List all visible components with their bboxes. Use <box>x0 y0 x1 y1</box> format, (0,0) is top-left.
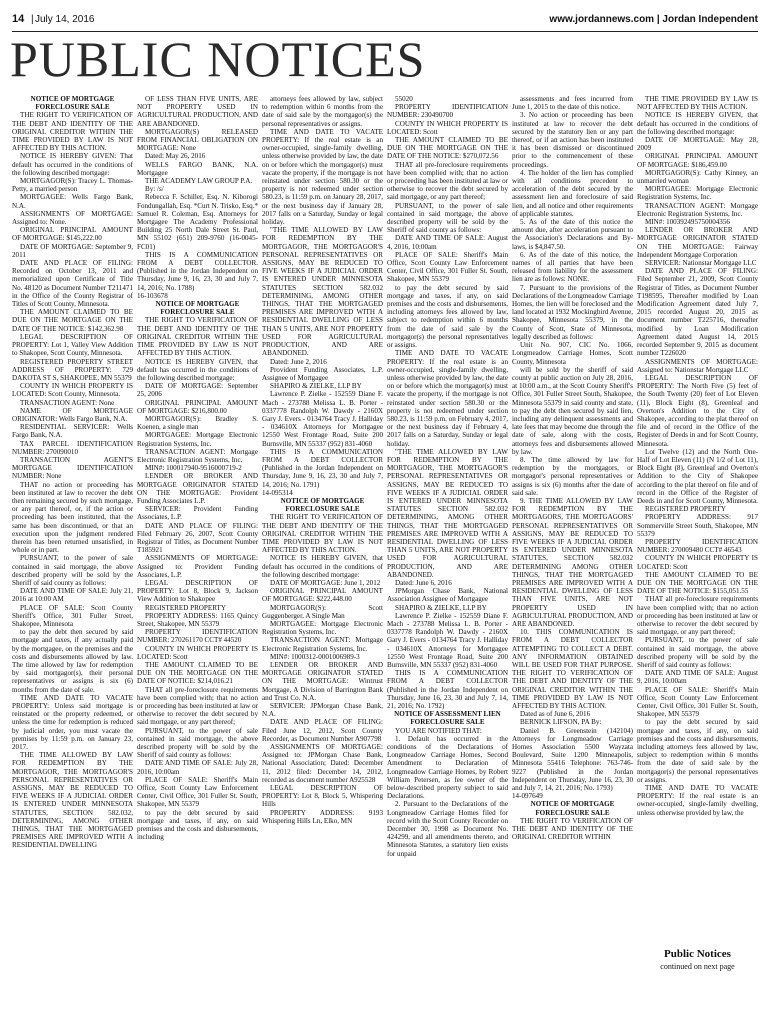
notice-paragraph: DATE OF MORTGAGE: September 9, 2011 <box>12 242 133 259</box>
notice-paragraph: LENDER OR BROKER AND MORTGAGE ORIGINATOR STATED ON THE MORTGAGE: Fairway Independent Mortgage Corporation <box>637 226 758 259</box>
notice-paragraph: DATE OF MORTGAGE: May 28, 2009 <box>637 136 758 153</box>
notice-paragraph: PROPERTY ADDRESS: 9193 Whispering Hills Ln, Elko, MN <box>262 808 383 825</box>
notice-paragraph: THE TIME ALLOWED BY LAW FOR REDEMPTION BY THE MORTGAGOR, THE MORTGAGOR'S PERSONAL REPRESENTATIVES OR ASSIGNS, MAY BE REDUCED TO FIVE WEEKS IF A JUDICIAL ORDER IS ENTERED UNDER MINNESOTA STATUTES, SECTION 582.032, DETERMINING, AMONG OTHER THINGS, THAT THE MORTGAGED PREMISES ARE IMPROVED WITH A RESIDENTIAL DWELLING <box>12 751 133 850</box>
notice-paragraph: REGISTERED PROPERTY STREET ADDRESS OF PROPERTY: 729 DAKOTA ST S, SHAKOPEE, MN 55379 <box>12 357 133 382</box>
notice-paragraph: OF LESS THAN FIVE UNITS, ARE NOT PROPERTY USED IN AGRICULTURAL PRODUCTION, AND ARE ABANDONED. <box>137 95 258 128</box>
notice-paragraph: LEGAL DESCRIPTION OF PROPERTY: Lot 8, Block 5, Whispering Hills <box>262 784 383 809</box>
notice-paragraph: Dated: June 2, 2016 <box>270 357 327 366</box>
notice-paragraph: TRANSACTION AGENT: Mortgage Electronic Registration Systems, Inc. <box>137 447 258 464</box>
notice-reference: 14-097649 <box>512 792 543 801</box>
notice-paragraph: DATE AND PLACE OF FILING: Filed June 12, 2012, Scott County Recorder, as Document Number A907798 <box>262 718 383 743</box>
column-6 <box>637 95 758 933</box>
notice-paragraph: 10. THIS COMMUNICATION IS FROM A DEBT COLLECTOR ATTEMPTING TO COLLECT A DEBT. ANY INFORMATION OBTAINED WILL BE USED FOR THAT PURPOSE. THE RIGHT TO VERIFICATION OF THE DEBT AND IDENTITY OF THE ORIGINAL CREDITOR WITHIN THE TIME PROVIDED BY LAW IS NOT AFFECTED BY THIS ACTION. <box>512 628 633 711</box>
notice-paragraph: TIME AND DATE TO VACATE PROPERTY: If the real estate is an owner-occupied, single-family dwelling, unless otherwise provided by law, the <box>637 784 758 817</box>
notice-paragraph: PURSUANT, to the power of sale contained in said mortgage, the above described property will be sold by the Sheriff of said county as follows: <box>137 726 258 760</box>
notice-columns <box>12 95 758 1007</box>
notice-paragraph: 1. Default has occurred in the conditions of the Declarations of Longmeadow Carriage Homes, Second Amendment to Declaration of Longmeadow Carriage Homes, by Robert William Petersen, as fee owner of the below-described property subject to said Declarations. <box>387 734 508 801</box>
notice-paragraph: NOTICE IS HEREBY GIVEN, that default has occurred in the conditions of the following described mortgage: <box>262 554 383 579</box>
notice-paragraph: TIME AND DATE TO VACATE PROPERTY: If the real estate is an owner-occupied, single-family dwelling, unless otherwise provided by law, the date on or before which the mortgagor(s) must vacate the property, if the mortgage is not reinstated under section 580.30 or the property is not redeemed under section 580.23, is 11:59 p.m. on February 4, 2017, or the next business day if February 4, 2017 falls on a Saturday, Sunday or legal holiday. <box>387 349 508 448</box>
notice-paragraph: PROPERTY IDENTIFICATION NUMBER: 270009480 CCT# 46543 <box>637 537 758 555</box>
notice-paragraph: REGISTERED PROPERTY <box>645 505 726 514</box>
notice-paragraph: MORTGAGEE: Mortgage Electronic Registration Systems, Inc. <box>137 431 258 448</box>
notice-paragraph: LENDER OR BROKER AND MORTGAGE ORIGINATOR STATED ON THE MORTGAGE: Provident Funding Associates L.P. <box>137 472 258 505</box>
notice-paragraph: THIS IS A COMMUNICATION FROM A DEBT COLLECTOR (Published in the Jordan Independent on Thursday, June 9, 16, 23, 30 and July 7, 14, 2016; No. 1791) <box>262 447 383 489</box>
column-3 <box>262 95 383 1007</box>
notice-paragraph: THE TIME PROVIDED BY LAW IS NOT AFFECTED BY THIS ACTION. <box>637 95 758 112</box>
notice-heading: NOTICE OF MORTGAGE FORECLOSURE SALE <box>280 496 365 514</box>
notice-paragraph: assessments and fees incurred from June 1, 2015 to the date of this notice. <box>512 95 633 112</box>
notice-paragraph: THE RIGHT TO VERIFICATION OF THE DEBT AND IDENTITY OF THE ORIGINAL CREDITOR WITHIN THE TIME PROVIDED BY LAW IS NOT AFFECTED BY THIS ACTION. <box>137 316 258 358</box>
notice-paragraph: TRANSACTION AGENT: Mortgage Electronic Registration Systems, Inc. <box>637 201 758 218</box>
notice-paragraph: DATE OF MORTGAGE: June 1, 2012 <box>270 578 381 587</box>
notice-paragraph: NOTICE IS HEREBY GIVEN, that default has occurred in the conditions of the following described mortgage: <box>637 111 758 136</box>
section-title: PUBLIC NOTICES <box>10 31 426 87</box>
notice-paragraph: THE AMOUNT CLAIMED TO BE DUE ON THE MORTGAGE ON THE DATE OF THE NOTICE: $155,051.55 <box>637 570 758 596</box>
notice-reference: 16-103678 <box>137 291 168 300</box>
notice-paragraph: 7. Pursuant to the provisions of the Declarations of the Longmeadow Carriage Homes, the lien will be foreclosed and the land located at 1932 Mockingbird Avenue, Shakopee, Minnesota 55379, in the County of Scott, State of Minnesota, legally described as follows: <box>512 283 633 341</box>
notice-paragraph: PLACE OF SALE: Sheriff's Main Office, Scott County Law Enforcement Center, Civil Office, 301 Fuller St. South, Shakopee, MN 55379 <box>387 250 508 284</box>
notice-paragraph: SHAPIRO & ZIELKE, LLP BY <box>270 382 362 391</box>
notice-paragraph: By: /s/ <box>145 185 164 194</box>
notice-paragraph: COUNTY IN WHICH PROPERTY IS LOCATED: Scott <box>637 554 758 571</box>
notice-paragraph: MIN#: 100392495750004356 <box>645 218 730 227</box>
notice-paragraph: SHAPIRO & ZIELKE, LLP BY <box>395 603 487 612</box>
notice-paragraph: ORIGINAL PRINCIPAL AMOUNT OF MORTGAGE: $145,222.00 <box>12 226 133 243</box>
notice-paragraph: MIN#: 1000312-0001006989-3 <box>270 652 360 661</box>
notice-paragraph: WELLS FARGO BANK, N.A. Mortgagee <box>137 160 258 177</box>
notice-paragraph: 8. The time allowed by law for redemption by the mortgagors, or mortgagor's personal representatives or assigns is six (6) months after the date of said sale. <box>512 455 633 497</box>
notice-paragraph: PURSUANT, to the power of sale contained in said mortgage, the above described property will be sold by the Sheriff of said county as follows: <box>637 636 758 670</box>
notice-paragraph: JPMorgan Chase Bank, National Association Assignee of Mortgagee <box>387 587 508 604</box>
notice-paragraph: RESIDENTIAL SERVICER: Wells Fargo Bank, N.A. <box>12 423 133 440</box>
notice-paragraph: to pay the debt secured by said mortgage and taxes, if any, on said premises and the costs and disbursements, including attorneys fees allowed by law, subject to redemption within 6 months from the date of said sale by the mortgagor(s) the personal representatives or assigns. <box>637 718 758 784</box>
header-separator: | <box>31 14 34 25</box>
notice-paragraph: ASSIGNMENTS OF MORTGAGE: Assigned to: None. <box>12 209 133 227</box>
notice-paragraph: Dated: May 26, 2016 <box>145 152 206 161</box>
footer-heading: Public Notices <box>664 948 731 960</box>
notice-paragraph: "THE TIME ALLOWED BY LAW FOR REDEMPTION BY THE MORTGAGOR, THE MORTGAGOR'S PERSONAL REPRESENTATIVES OR ASSIGNS, MAY BE REDUCED TO FIVE WEEKS IF A JUDICIAL ORDER IS ENTERED UNDER MINNESOTA STATUTES SECTION 582.032 DETERMINING, AMONG OTHER THINGS, THAT THE MORTGAGED PREMISES ARE IMPROVED WITH A RESIDENTIAL DWELLING OF LESS THAN 5 UNITS, ARE NOT PROPERTY USED FOR AGRICULTURAL PRODUCTION, AND ARE ABANDONED. <box>262 226 383 358</box>
notice-paragraph: 3. No action or proceeding has been instituted at law to recover the debt secured by the statutory lien or any part thereof, or if an action has been instituted it has been dismissed or discontinued prior to the commencement of these proceedings. <box>512 111 633 169</box>
notice-paragraph: 5. As of the date of this notice the amount due, after acceleration pursuant to the Association's Declarations and By-laws, is $4,847.50. <box>512 218 633 251</box>
notice-paragraph: YOU ARE NOTIFIED THAT: <box>395 726 482 735</box>
notice-paragraph: THE AMOUNT CLAIMED TO BE DUE ON THE MORTGAGE ON THE DATE OF NOTICE: $214,016.21 <box>137 661 258 686</box>
notice-paragraph: THIS IS A COMMUNICATION FROM A DEBT COLLECTOR (Published in the Jordan Independent on Thursday, June 16, 23, 30 and July 7, 14, 21, 2016; No. 1792) <box>387 669 508 711</box>
notice-paragraph: Daniel B. Greenstein (142104) Attorneys for Longmeadow Carriage Homes Association 5500 Wayzata Boulevard, Suite 1200 Minneapolis, Minnesota 55416 Telephone: 763-746-9227 (Published in the Jordan Independent on Thursday, June 16, 23, 30 and July 7, 14, 21, 2016; No. 1793) <box>512 726 633 793</box>
notice-paragraph: PROPERTY ADDRESS: 917 Sommerville Street South, Shakopee, MN 55379 <box>637 513 758 538</box>
notice-paragraph: Lot Twelve (12) and the North One-Half of Lot Eleven (11) (N 1/2 of Lot 11), Block Eight (8), Greenleaf and Overton's Addition to the City of Shakopee according to the plat thereof on file and of record in the Office of the Register of Deeds in and for Scott County, Minnesota. <box>637 447 758 505</box>
footer-subtext: continued on next page <box>660 962 735 971</box>
notice-paragraph: attorneys fees allowed by law, subject to redemption within 6 months from the date of said sale by the mortgagor(s) the personal representatives or assigns. <box>262 95 383 128</box>
notice-paragraph: COUNTY IN WHICH PROPERTY IS LOCATED: Scott <box>387 119 508 136</box>
notice-paragraph: DATE AND PLACE OF FILING: Filed September 21, 2009, Scott County Registrar of Titles, as Document Number T198595, Thereafter modified by Loan Modification Agreement dated July 7, 2015 recorded August 20, 2015 as document number T225716, thereafter modified by Loan Modification Agreement dated August 14, 2015 recorded September 9, 2015 as document number T226020 <box>637 267 758 358</box>
notice-paragraph: THAT all pre-foreclosure requirements have been complied with; that no action or proceeding has been instituted at law or otherwise to recover the debt secured by said mortgage, or any part thereof; <box>387 160 508 202</box>
notice-paragraph: will be sold by the sheriff of said county at public auction on July 28, 2016, at 10:00 a.m., at the Scott County Sheriff's Office, 301 Fuller Street South, Shakopee, Minnesota 55379 in said county and state, to pay the debt then secured by said lien, including any delinquent assessments and late fees that may become due through the date of sale, along with the costs, attorneys fees and disbursements allowed by law. <box>512 365 633 456</box>
notice-paragraph: PROPERTY ADDRESS: 1165 Quincy Street, Shakopee, MN 55379 <box>137 611 258 628</box>
notice-paragraph: MORTGAGEE: Wells Fargo Bank, N.A. <box>12 193 133 210</box>
notice-paragraph: 9. THE TIME ALLOWED BY LAW FOR REDEMPTION BY THE MORTGAGORS, THE MORTGAGORS' PERSONAL REPRESENTATIVES OR ASSIGNS, MAY BE REDUCED TO FIVE WEEKS IF A JUDICIAL ORDER IS ENTERED UNDER MINNESOTA STATUTES, SECTION 582.032 DETERMINING AMONG OTHER THINGS, THAT THE MORTGAGED PREMISES ARE IMPROVED WITH A RESIDENTIAL DWELLING OF LESS THAN FIVE UNITS, ARE NOT PROPERTY USED IN AGRICULTURAL PRODUCTION, AND ARE ABANDONED. <box>512 496 633 628</box>
notice-paragraph: SERVICER: Provident Funding Associates, L.P. <box>137 505 258 522</box>
notice-paragraph: NOTICE IS HEREBY GIVEN: That default has occurred in the conditions of the following described mortgage: <box>12 152 133 177</box>
notice-paragraph: MIN#: 100017940-9516000719-2 <box>145 464 242 473</box>
notice-paragraph: THE AMOUNT CLAIMED TO BE DUE ON THE MORTGAGE ON THE DATE OF THE NOTICE: $142,362.98 <box>12 308 133 333</box>
notice-paragraph: 2. Pursuant to the Declarations of the Longmeadow Carriage Homes filed for record with the Scott County Recorder on December 30, 1998 as Document No. 424299, and all amendments thereto, and Minnesota Statutes, a statutory lien exists for unpaid <box>387 800 508 858</box>
notice-paragraph: MORTGAGOR(S): Tracey L. Thomas-Petty, a married person <box>12 177 133 194</box>
notice-heading: NOTICE OF ASSESSMENT LIEN FORECLOSURE SALE <box>394 710 501 727</box>
notice-paragraph: to pay the debt then secured by said mortgage and taxes, if any actually paid by the mortgagee, on the premises and the costs and disbursements allowed by law. The time allowed by law for redemption by said mortgagor(s), their personal representatives or assigns is six (6) months from the date of sale. <box>12 628 133 694</box>
notice-paragraph: MORTGAGOR(S): Cathy Kinney, an unmarried woman <box>637 168 758 186</box>
notice-paragraph: THE ACADEMY LAW GROUP P.A. <box>145 177 253 186</box>
notice-paragraph: 6. As of the date of this notice, the names of all parties that have been released from liability for the assessment lien are as follows: NONE. <box>512 250 633 284</box>
issue-date: July 14, 2016 <box>35 14 95 25</box>
notice-paragraph: THE RIGHT TO VERIFICATION OF THE DEBT AND IDENTITY OF THE ORIGINAL CREDITOR WITHIN <box>512 816 633 842</box>
column-1 <box>12 95 133 1007</box>
notice-paragraph: TAX PARCEL IDENTIFICATION NUMBER: 270090010 <box>12 439 133 456</box>
notice-paragraph: SERVICER: JPMorgan Chase Bank, N.A. <box>262 702 383 719</box>
notice-paragraph: BERNICK LIFSON, PA By: <box>520 718 602 727</box>
notice-paragraph: THIS IS A COMMUNICATION FROM A DEBT COLLECTOR. (Published in the Jordan Independent on Thursday, June 9, 16, 23, 30 and July 7, 14, 2016; No. 1788) <box>137 250 258 292</box>
notice-paragraph: DATE AND TIME OF SALE: July 21, 2016 at 10:00 AM <box>12 587 133 604</box>
notice-paragraph: 4. The holder of the lien has complied with all conditions precedent to acceleration of the debt secured by the assessment lien and foreclosure of said lien, and all notice and other requirements of applicable statutes. <box>512 168 633 218</box>
notice-paragraph: Dated as of June 6, 2016 <box>520 710 591 719</box>
notice-paragraph: NAME OF MORTGAGE ORIGINATOR: Wells Fargo Bank, N.A. <box>12 406 133 423</box>
notice-paragraph: THE RIGHT TO VERIFICATION OF THE DEBT AND IDENTITY OF THE ORIGINAL CREDITOR WITHIN THE TIME PROVIDED BY LAW IS NOT AFFECTED BY THIS ACTION. <box>262 513 383 555</box>
notice-paragraph: TIME AND DATE TO VACATE PROPERTY: If the real estate is an owner-occupied, single-family dwelling, unless otherwise provided by law, the date on or before which the mortgagor(s) must vacate the property, if the mortgage is not reinstated under section 580.30 or the property is not redeemed under section 580.23, is 11:59 p.m. on January 28, 2017, or the next business day if January 28, 2017 falls on a Saturday, Sunday or legal holiday. <box>262 127 383 227</box>
notice-paragraph: TRANSACTION AGENT'S MORTGAGE IDENTIFICATION NUMBER: None <box>12 455 133 481</box>
notice-paragraph: PROPERTY IDENTIFICATION NUMBER: 270261170 CCT# 44520 <box>137 628 258 645</box>
notice-paragraph: PURSUANT, to the power of sale contained in said mortgage, the above described property will be sold by the Sheriff of said county as follows: <box>12 554 133 587</box>
notice-paragraph: TRANSACTION AGENT: None <box>20 398 115 407</box>
notice-paragraph: SERVICER: Nationstar Mortgage LLC <box>645 259 757 268</box>
notice-paragraph: LENDER OR BROKER AND MORTGAGE ORIGINATOR STATED ON THE MORTGAGE: Wintrust Mortgage, A Division of Barrington Bank and Trust Co. N.A. <box>262 661 383 702</box>
notice-paragraph: LEGAL DESCRIPTION OF PROPERTY: The North Five (5) feet of the South Twenty (20) feet of Lot Eleven (11), Block Eight (8), Greenleaf and Overton's Addition to the City of Shakopee, according to the plat thereof on file and of record in the Office of the Register of Deeds in and for Scott County, Minnesota. <box>637 373 758 448</box>
notice-paragraph: LEGAL DESCRIPTION OF PROPERTY: Lot 1, Valley View Addition to Shakopee, Scott County, Minnesota. <box>12 332 133 358</box>
notice-paragraph: REGISTERED PROPERTY <box>145 603 226 612</box>
notice-paragraph: THE AMOUNT CLAIMED TO BE DUE ON THE MORTGAGE ON THE DATE OF THE NOTICE: $270,072.56 <box>387 136 508 161</box>
notice-paragraph: Provident Funding Associates, L.P. Assignee of Mortgagee <box>262 365 383 382</box>
notice-paragraph: LEGAL DESCRIPTION OF PROPERTY: Lot 8, Block 9, Jackson View Addition to Shakopee <box>137 578 258 604</box>
notice-paragraph: ASSIGNMENTS OF MORTGAGE: Assigned to: JPMorgan Chase Bank, National Association; Dated: December 11, 2012 filed: December 14, 2012, recorded as document number A925528 <box>262 743 383 784</box>
notice-paragraph: PROPERTY IDENTIFICATION NUMBER: 230490700 <box>387 103 508 120</box>
notice-paragraph: PLACE OF SALE: Sheriff's Main Office, Scott County Law Enforcement Center, Civil Office, 301 Fuller St. South, Shakopee, MN 55379 <box>137 775 258 809</box>
notice-paragraph: to pay the debt secured by said mortgage and taxes, if any, on said premises and the costs and disbursements, including attorneys fees allowed by law, subject to redemption within 6 months from the date of said sale by the mortgagor(s) the personal representatives or assigns. <box>387 283 508 350</box>
notice-paragraph: DATE AND TIME OF SALE: August 9, 2016, 10:00am <box>637 669 758 686</box>
notice-paragraph: NOTICE IS HEREBY GIVEN, that default has occurred in the conditions of the following described mortgage: <box>137 357 258 382</box>
notice-paragraph: TIME AND DATE TO VACATE PROPERTY: Unless said mortgage is reinstated or the property redeemed, or unless the time for redemption is reduced by judicial order, you must vacate the premises by 11:59 p.m. on January 23, 2017. <box>12 693 133 752</box>
notice-paragraph: ORIGINAL PRINCIPAL AMOUNT OF MORTGAGE: $216,800.00 <box>137 398 258 415</box>
notice-paragraph: Dated: June 6, 2016 <box>395 578 452 587</box>
notice-paragraph: ORIGINAL PRINCIPAL AMOUNT OF MORTGAGE: $222,448.00 <box>262 587 383 604</box>
notice-paragraph: COUNTY IN WHICH PROPERTY IS LOCATED: Scott <box>137 644 258 661</box>
notice-paragraph: 55020 <box>395 95 413 103</box>
continued-box <box>637 934 758 1004</box>
notice-paragraph: THAT no action or proceeding has been instituted at law to recover the debt then remaining secured by such mortgage, or any part thereof, or, if the action or proceeding has been instituted, that the same has been discontinued, or that an execution upon the judgment rendered therein has been returned unsatisfied, in whole or in part. <box>12 480 133 555</box>
notice-paragraph: Lawrence P. Zielke - 152559 Diane F. Mach - 273788 Melissa L. B. Porter - 0337778 Randolph W. Dawdy - 2160X Gary J. Evers - 0134764 Tracy J. Halliday - 034610X Attorneys for Mortgagee 12550 West Frontage Road, Suite 200 Burnsville, MN 55337 (952) 831-4060 <box>262 390 383 448</box>
notice-paragraph: Unit No. 907, CIC No. 1066, Longmeadow Carriage Homes, Scott County, Minnesota <box>512 341 633 366</box>
notice-heading: NOTICE OF MORTGAGE FORECLOSURE SALE <box>30 95 115 112</box>
notice-paragraph: TRANSACTION AGENT: Mortgage Electronic Registration Systems, Inc. <box>262 636 383 653</box>
column-2 <box>137 95 258 1007</box>
notice-paragraph: "THE TIME ALLOWED BY LAW FOR REDEMPTION BY THE MORTGAGOR, THE MORTGAGOR'S PERSONAL REPRESENTATIVES OR ASSIGNS, MAY BE REDUCED TO FIVE WEEKS IF A JUDICIAL ORDER IS ENTERED UNDER MINNESOTA STATUTES SECTION 582.032 DETERMINING, AMONG OTHER THINGS, THAT THE MORTGAGED PREMISES ARE IMPROVED WITH A RESIDENTIAL DWELLING OF LESS THAN 5 UNITS, ARE NOT PROPERTY USED FOR AGRICULTURAL PRODUCTION, AND ARE ABANDONED. <box>387 447 508 579</box>
notice-paragraph: THAT all pre-foreclosure requirements have been complied with; that no action or proceeding has been instituted at law or otherwise to recover the debt secured by said mortgage, or any part thereof; <box>137 685 258 727</box>
notice-paragraph: MORTGAGEE: Mortgage Electronic Registration Systems, Inc. <box>637 185 758 202</box>
notice-paragraph: PURSUANT, to the power of sale contained in said mortgage, the above described property will be sold by the Sheriff of said county as follows: <box>387 201 508 235</box>
notice-paragraph: DATE AND TIME OF SALE: July 28, 2016, 10:00am <box>137 759 258 776</box>
column-4 <box>387 95 508 1007</box>
notice-paragraph: COUNTY IN WHICH PROPERTY IS LOCATED: Scott County, Minnesota. <box>12 382 133 399</box>
notice-reference: 14-095314 <box>262 488 293 497</box>
site-name: www.jordannews.com | Jordan Independent <box>549 14 758 25</box>
notice-heading: NOTICE OF MORTGAGE FORECLOSURE SALE <box>155 300 240 317</box>
notice-paragraph: DATE AND TIME OF SALE: August 4, 2016, 10:00am <box>387 234 508 251</box>
notice-paragraph: PLACE OF SALE: Scott County Sheriff's Office, 301 Fuller Street, Shakopee, Minnesota <box>12 603 133 628</box>
notice-paragraph: MORTGAGOR(S): Bradley S. Koenen, a single man <box>137 414 258 432</box>
notice-paragraph: PLACE OF SALE: Sheriff's Main Office, Scott County Law Enforcement Center, Civil Office, 301 Fuller St. South, Shakopee, MN 55379 <box>637 685 758 719</box>
notice-paragraph: DATE AND PLACE OF FILING: Filed February 26, 2007, Scott County Registrar of Titles, as Document Number T185921 <box>137 521 258 555</box>
notice-paragraph: MORTGAGOR(S): Scott Guggenberger, A Single Man <box>262 603 383 620</box>
notice-paragraph: Lawrence P. Zielke - 152559 Diane F. Mach - 273788 Melissa L. B. Porter - 0337778 Randolph W. Dawdy - 2160X Gary J. Evers - 0134764 Tracy J. Halliday - 034610X Attorneys for Mortgagee 12550 West Frontage Road, Suite 200 Burnsville, MN 55337 (952) 831-4060 <box>387 611 508 670</box>
notice-paragraph: ASSIGNMENTS OF MORTGAGE: Assigned to: Provident Funding Associates, L.P. <box>137 554 258 579</box>
notice-paragraph: MORTGAGEE: Mortgage Electronic Registration Systems, Inc. <box>262 620 383 637</box>
notice-paragraph: MORTGAGOR(S) RELEASED FROM FINANCIAL OBLIGATION ON MORTGAGE: None <box>137 127 258 153</box>
notice-paragraph: ASSIGNMENTS OF MORTGAGE: Assigned to: Nationstar Mortgage LLC <box>637 357 758 374</box>
notice-heading: NOTICE OF MORTGAGE FORECLOSURE SALE <box>530 800 615 817</box>
page-header <box>12 13 758 27</box>
page-number: 14 <box>12 13 25 25</box>
notice-paragraph: Rebecca F. Schiller, Esq. N. Kiborogi Fondungallah, Esq. *Curt N. Trisko, Esq.* Samuel R. Coleman, Esq. Attorneys for Mortgagee The Academy Professional Building 25 North Dale Street St. Paul, MN 55102 (651) 209-9760 (16-0045-FC01) <box>137 193 258 251</box>
notice-paragraph: THAT all pre-foreclosure requirements have been complied with; that no action or proceeding has been instituted at law or otherwise to recover the debt secured by said mortgage, or any part thereof; <box>637 595 758 637</box>
notice-paragraph: THE RIGHT TO VERIFICATION OF THE DEBT AND IDENTITY OF THE ORIGINAL CREDITOR WITHIN THE TIME PROVIDED BY LAW IS NOT AFFECTED BY THIS ACTION. <box>12 111 133 153</box>
notice-paragraph: to pay the debt secured by said mortgage and taxes, if any, on said premises and the costs and disbursements, including <box>137 808 258 842</box>
notice-paragraph: DATE OF MORTGAGE: September 25, 2006 <box>137 382 258 399</box>
notice-paragraph: DATE AND PLACE OF FILING: Recorded on October 13, 2011 and memorialized upon Certificate of Title No. 48120 as Document Number T211471 in the Office of the County Registrar of Titles of Scott County, Minnesota. <box>12 259 133 309</box>
column-5 <box>512 95 633 1007</box>
notice-paragraph: ORIGINAL PRINCIPAL AMOUNT OF MORTGAGE: $186,459.00 <box>637 152 758 169</box>
